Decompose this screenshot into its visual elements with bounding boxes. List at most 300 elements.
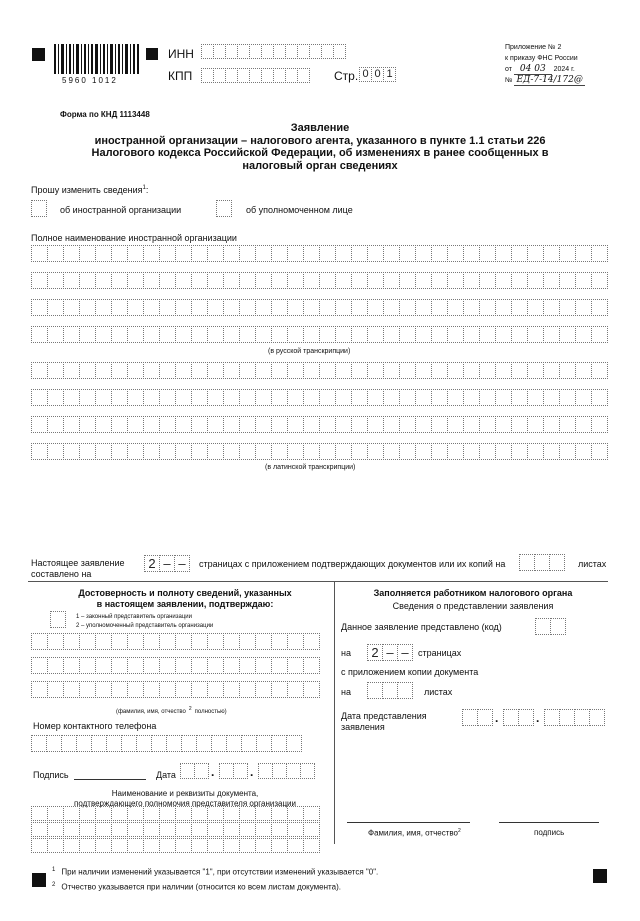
input-cell[interactable] — [143, 299, 160, 316]
input-cell[interactable] — [255, 657, 272, 674]
input-cell[interactable] — [287, 299, 304, 316]
input-cell[interactable] — [143, 245, 160, 262]
grid-row[interactable] — [31, 362, 607, 379]
input-cell[interactable] — [367, 682, 383, 699]
input-cell[interactable] — [31, 362, 48, 379]
input-cell[interactable] — [175, 443, 192, 460]
grid-row[interactable] — [31, 326, 607, 343]
input-cell[interactable] — [575, 443, 592, 460]
input-cell[interactable] — [543, 362, 560, 379]
input-cell[interactable] — [255, 806, 272, 821]
input-cell[interactable] — [543, 299, 560, 316]
input-cell[interactable] — [591, 389, 608, 406]
input-cell[interactable] — [303, 806, 320, 821]
input-cell[interactable] — [143, 822, 160, 837]
input-cell[interactable] — [239, 416, 256, 433]
input-cell[interactable] — [239, 362, 256, 379]
input-cell[interactable] — [223, 272, 240, 289]
input-cell[interactable] — [223, 633, 240, 650]
input-cell[interactable] — [271, 633, 288, 650]
input-cell[interactable] — [207, 633, 224, 650]
input-cell[interactable] — [111, 657, 128, 674]
input-cell[interactable] — [207, 272, 224, 289]
input-cell[interactable] — [159, 633, 176, 650]
input-cell[interactable] — [207, 838, 224, 853]
input-cell[interactable] — [303, 657, 320, 674]
input-cell[interactable] — [431, 326, 448, 343]
input-cell[interactable] — [239, 326, 256, 343]
input-cell[interactable] — [527, 299, 544, 316]
input-cell[interactable] — [191, 326, 208, 343]
input-cell[interactable]: – — [397, 644, 413, 661]
input-cell[interactable] — [447, 443, 464, 460]
input-cell[interactable] — [111, 681, 128, 698]
input-cell[interactable] — [191, 416, 208, 433]
input-cell[interactable] — [63, 389, 80, 406]
input-cell[interactable] — [519, 554, 535, 571]
input-cell[interactable] — [575, 416, 592, 433]
input-cell[interactable] — [463, 272, 480, 289]
input-cell[interactable] — [223, 299, 240, 316]
input-cell[interactable] — [143, 633, 160, 650]
input-cell[interactable] — [272, 763, 287, 779]
input-cell[interactable] — [319, 416, 336, 433]
input-cell[interactable] — [143, 443, 160, 460]
input-cell[interactable] — [31, 416, 48, 433]
input-cell[interactable] — [239, 245, 256, 262]
input-cell[interactable] — [79, 362, 96, 379]
input-cell[interactable] — [31, 735, 47, 752]
input-cell[interactable] — [447, 416, 464, 433]
input-cell[interactable] — [63, 326, 80, 343]
input-cell[interactable] — [479, 416, 496, 433]
input-cell[interactable] — [143, 657, 160, 674]
input-cell[interactable] — [239, 681, 256, 698]
input-cell[interactable] — [159, 389, 176, 406]
input-cell[interactable] — [286, 763, 301, 779]
input-cell[interactable] — [127, 822, 144, 837]
input-cell[interactable] — [367, 416, 384, 433]
input-cell[interactable] — [136, 735, 152, 752]
input-cell[interactable] — [63, 416, 80, 433]
input-cell[interactable] — [287, 272, 304, 289]
input-cell[interactable] — [527, 362, 544, 379]
input-cell[interactable] — [191, 272, 208, 289]
input-cell[interactable] — [559, 709, 575, 726]
input-cell[interactable] — [79, 272, 96, 289]
input-cell[interactable] — [495, 272, 512, 289]
input-cell[interactable] — [239, 633, 256, 650]
signature-line[interactable] — [74, 779, 146, 780]
input-cell[interactable] — [495, 362, 512, 379]
input-cell[interactable] — [463, 362, 480, 379]
input-cell[interactable] — [527, 389, 544, 406]
grid-row[interactable] — [31, 272, 607, 289]
input-cell[interactable] — [319, 245, 336, 262]
input-cell[interactable] — [47, 362, 64, 379]
input-cell[interactable] — [175, 326, 192, 343]
input-cell[interactable] — [223, 838, 240, 853]
input-cell[interactable] — [271, 806, 288, 821]
input-cell[interactable] — [544, 709, 560, 726]
input-cell[interactable] — [287, 245, 304, 262]
input-cell[interactable] — [207, 822, 224, 837]
input-cell[interactable] — [159, 326, 176, 343]
input-cell[interactable] — [159, 838, 176, 853]
input-cell[interactable] — [95, 245, 112, 262]
input-cell[interactable] — [95, 806, 112, 821]
input-cell[interactable] — [181, 735, 197, 752]
input-cell[interactable] — [335, 326, 352, 343]
input-cell[interactable] — [31, 681, 48, 698]
input-cell[interactable] — [287, 806, 304, 821]
input-cell[interactable] — [239, 657, 256, 674]
input-cell[interactable] — [159, 443, 176, 460]
input-cell[interactable] — [383, 245, 400, 262]
input-cell[interactable] — [319, 443, 336, 460]
grid-row[interactable] — [31, 416, 607, 433]
input-cell[interactable] — [511, 299, 528, 316]
input-cell[interactable] — [511, 272, 528, 289]
input-cell[interactable] — [383, 299, 400, 316]
kpp-cells[interactable] — [201, 68, 309, 83]
input-cell[interactable] — [591, 245, 608, 262]
input-cell[interactable] — [191, 822, 208, 837]
input-cell[interactable] — [319, 389, 336, 406]
input-cell[interactable] — [223, 245, 240, 262]
input-cell[interactable] — [335, 362, 352, 379]
input-cell[interactable] — [575, 362, 592, 379]
grid-row[interactable] — [31, 806, 319, 821]
input-cell[interactable] — [95, 389, 112, 406]
input-cell[interactable] — [463, 326, 480, 343]
input-cell[interactable] — [559, 245, 576, 262]
input-cell[interactable] — [303, 443, 320, 460]
input-cell[interactable] — [211, 735, 227, 752]
input-cell[interactable] — [111, 633, 128, 650]
input-cell[interactable] — [79, 838, 96, 853]
input-cell[interactable] — [382, 682, 398, 699]
input-cell[interactable] — [143, 416, 160, 433]
input-cell[interactable] — [286, 735, 302, 752]
input-cell[interactable] — [159, 416, 176, 433]
input-cell[interactable] — [287, 326, 304, 343]
input-cell[interactable] — [143, 806, 160, 821]
input-cell[interactable] — [255, 416, 272, 433]
input-cell[interactable] — [143, 838, 160, 853]
input-cell[interactable] — [303, 245, 320, 262]
input-cell[interactable] — [207, 657, 224, 674]
input-cell[interactable] — [121, 735, 137, 752]
input-cell[interactable] — [159, 657, 176, 674]
input-cell[interactable] — [239, 299, 256, 316]
input-cell[interactable] — [207, 326, 224, 343]
total-pages-cells[interactable] — [144, 555, 189, 572]
option-authorized-person-checkbox[interactable] — [216, 200, 231, 217]
input-cell[interactable] — [591, 272, 608, 289]
inn-cells[interactable] — [201, 44, 345, 59]
input-cell[interactable] — [559, 443, 576, 460]
input-cell[interactable] — [479, 389, 496, 406]
input-cell[interactable] — [151, 735, 167, 752]
input-cell[interactable] — [431, 416, 448, 433]
input-cell[interactable] — [447, 272, 464, 289]
input-cell[interactable] — [258, 763, 273, 779]
input-cell[interactable] — [431, 299, 448, 316]
input-cell[interactable] — [159, 806, 176, 821]
input-cell[interactable] — [271, 735, 287, 752]
input-cell[interactable] — [511, 362, 528, 379]
input-cell[interactable] — [159, 362, 176, 379]
input-cell[interactable] — [575, 272, 592, 289]
input-cell[interactable] — [239, 806, 256, 821]
input-cell[interactable] — [549, 554, 565, 571]
input-cell[interactable] — [47, 657, 64, 674]
input-cell[interactable] — [527, 443, 544, 460]
input-cell[interactable] — [534, 554, 550, 571]
input-cell[interactable] — [31, 633, 48, 650]
input-cell[interactable] — [351, 389, 368, 406]
input-cell[interactable] — [399, 299, 416, 316]
input-cell[interactable] — [223, 822, 240, 837]
representative-type-cell[interactable] — [50, 611, 65, 628]
input-cell[interactable] — [207, 416, 224, 433]
grid-row[interactable] — [31, 443, 607, 460]
input-cell[interactable] — [271, 245, 288, 262]
input-cell[interactable] — [166, 735, 182, 752]
input-cell[interactable] — [397, 682, 413, 699]
input-cell[interactable]: 0 — [359, 67, 372, 82]
input-cell[interactable] — [95, 362, 112, 379]
input-cell[interactable] — [196, 735, 212, 752]
input-cell[interactable] — [399, 416, 416, 433]
input-cell[interactable] — [255, 822, 272, 837]
input-cell[interactable] — [271, 299, 288, 316]
input-cell[interactable] — [127, 389, 144, 406]
input-cell[interactable] — [271, 326, 288, 343]
input-cell[interactable] — [447, 245, 464, 262]
input-cell[interactable] — [287, 657, 304, 674]
input-cell[interactable] — [95, 838, 112, 853]
input-cell[interactable] — [95, 326, 112, 343]
input-cell[interactable] — [303, 838, 320, 853]
input-cell[interactable] — [575, 326, 592, 343]
input-cell[interactable] — [111, 362, 128, 379]
input-cell[interactable] — [535, 618, 551, 635]
input-cell[interactable] — [191, 657, 208, 674]
input-cell[interactable] — [550, 618, 566, 635]
input-cell[interactable] — [175, 245, 192, 262]
input-cell[interactable] — [61, 735, 77, 752]
input-cell[interactable] — [255, 389, 272, 406]
input-cell[interactable] — [241, 735, 257, 752]
input-cell[interactable] — [63, 443, 80, 460]
input-cell[interactable] — [175, 633, 192, 650]
grid-row[interactable] — [31, 389, 607, 406]
date-part[interactable] — [180, 763, 208, 779]
input-cell[interactable] — [287, 822, 304, 837]
input-cell[interactable] — [255, 443, 272, 460]
input-cell[interactable] — [335, 272, 352, 289]
input-cell[interactable] — [63, 362, 80, 379]
input-cell[interactable] — [207, 245, 224, 262]
input-cell[interactable] — [399, 362, 416, 379]
input-cell[interactable] — [479, 362, 496, 379]
input-cell[interactable] — [223, 416, 240, 433]
input-cell[interactable] — [351, 299, 368, 316]
input-cell[interactable] — [367, 245, 384, 262]
input-cell[interactable] — [335, 416, 352, 433]
grid-row[interactable] — [31, 245, 607, 262]
input-cell[interactable] — [175, 362, 192, 379]
input-cell[interactable] — [194, 763, 209, 779]
input-cell[interactable] — [111, 245, 128, 262]
input-cell[interactable] — [95, 681, 112, 698]
input-cell[interactable] — [463, 443, 480, 460]
input-cell[interactable] — [303, 633, 320, 650]
input-cell[interactable] — [511, 245, 528, 262]
input-cell[interactable] — [415, 416, 432, 433]
input-cell[interactable] — [239, 389, 256, 406]
input-cell[interactable] — [462, 709, 478, 726]
input-cell[interactable] — [319, 272, 336, 289]
input-cell[interactable] — [255, 326, 272, 343]
input-cell[interactable] — [367, 326, 384, 343]
input-cell[interactable] — [47, 443, 64, 460]
input-cell[interactable] — [575, 299, 592, 316]
input-cell[interactable] — [95, 443, 112, 460]
input-cell[interactable] — [543, 245, 560, 262]
input-cell[interactable] — [256, 735, 272, 752]
input-cell[interactable] — [143, 326, 160, 343]
input-cell[interactable] — [399, 245, 416, 262]
input-cell[interactable] — [47, 272, 64, 289]
input-cell[interactable] — [589, 709, 605, 726]
input-cell[interactable] — [591, 443, 608, 460]
input-cell[interactable] — [303, 822, 320, 837]
input-cell[interactable] — [271, 443, 288, 460]
input-cell[interactable] — [479, 443, 496, 460]
input-cell[interactable] — [31, 822, 48, 837]
input-cell[interactable] — [79, 822, 96, 837]
input-cell[interactable] — [79, 657, 96, 674]
input-cell[interactable] — [543, 389, 560, 406]
input-cell[interactable] — [207, 362, 224, 379]
input-cell[interactable] — [527, 416, 544, 433]
input-cell[interactable] — [559, 272, 576, 289]
input-cell[interactable] — [559, 389, 576, 406]
input-cell[interactable]: 2 — [144, 555, 160, 572]
submission-code-cells[interactable] — [535, 618, 565, 635]
grid-row[interactable] — [31, 657, 319, 674]
input-cell[interactable] — [559, 299, 576, 316]
date-part[interactable] — [462, 709, 492, 726]
input-cell[interactable] — [127, 838, 144, 853]
input-cell[interactable] — [239, 838, 256, 853]
input-cell[interactable] — [255, 681, 272, 698]
input-cell[interactable] — [175, 416, 192, 433]
input-cell[interactable] — [319, 326, 336, 343]
input-cell[interactable] — [303, 299, 320, 316]
input-cell[interactable] — [79, 633, 96, 650]
input-cell[interactable] — [399, 326, 416, 343]
input-cell[interactable] — [191, 299, 208, 316]
input-cell[interactable] — [111, 272, 128, 289]
input-cell[interactable] — [255, 272, 272, 289]
input-cell[interactable] — [479, 326, 496, 343]
option-foreign-org-checkbox[interactable] — [31, 200, 46, 217]
date-part[interactable] — [503, 709, 533, 726]
input-cell[interactable] — [383, 272, 400, 289]
input-cell[interactable] — [367, 299, 384, 316]
input-cell[interactable] — [287, 681, 304, 698]
input-cell[interactable] — [367, 443, 384, 460]
input-cell[interactable] — [351, 326, 368, 343]
input-cell[interactable] — [399, 443, 416, 460]
input-cell[interactable] — [543, 416, 560, 433]
input-cell[interactable] — [574, 709, 590, 726]
input-cell[interactable] — [233, 763, 248, 779]
input-cell[interactable] — [191, 633, 208, 650]
input-cell[interactable] — [207, 389, 224, 406]
input-cell[interactable]: 2 — [367, 644, 383, 661]
input-cell[interactable] — [335, 245, 352, 262]
input-cell[interactable] — [111, 838, 128, 853]
input-cell[interactable] — [191, 362, 208, 379]
input-cell[interactable] — [47, 245, 64, 262]
input-cell[interactable] — [287, 362, 304, 379]
input-cell[interactable] — [271, 389, 288, 406]
input-cell[interactable] — [111, 822, 128, 837]
input-cell[interactable] — [591, 326, 608, 343]
input-cell[interactable] — [271, 681, 288, 698]
input-cell[interactable] — [63, 633, 80, 650]
input-cell[interactable] — [127, 657, 144, 674]
input-cell[interactable] — [351, 272, 368, 289]
input-cell[interactable] — [383, 416, 400, 433]
input-cell[interactable] — [383, 362, 400, 379]
input-cell[interactable] — [503, 709, 519, 726]
input-cell[interactable] — [31, 838, 48, 853]
grid-row[interactable] — [31, 838, 319, 853]
input-cell[interactable] — [31, 272, 48, 289]
input-cell[interactable] — [106, 735, 122, 752]
input-cell[interactable] — [300, 763, 315, 779]
input-cell[interactable] — [79, 389, 96, 406]
input-cell[interactable] — [255, 245, 272, 262]
input-cell[interactable] — [351, 443, 368, 460]
input-cell[interactable] — [175, 272, 192, 289]
input-cell[interactable]: – — [174, 555, 190, 572]
input-cell[interactable] — [335, 389, 352, 406]
input-cell[interactable] — [477, 709, 493, 726]
input-cell[interactable] — [447, 389, 464, 406]
input-cell[interactable] — [479, 299, 496, 316]
input-cell[interactable] — [511, 443, 528, 460]
input-cell[interactable] — [127, 633, 144, 650]
input-cell[interactable] — [511, 416, 528, 433]
input-cell[interactable] — [223, 681, 240, 698]
input-cell[interactable] — [63, 657, 80, 674]
input-cell[interactable] — [47, 838, 64, 853]
input-cell[interactable] — [271, 838, 288, 853]
input-cell[interactable] — [511, 326, 528, 343]
input-cell[interactable] — [175, 822, 192, 837]
input-cell[interactable] — [47, 633, 64, 650]
input-cell[interactable] — [255, 299, 272, 316]
input-cell[interactable] — [31, 806, 48, 821]
input-cell[interactable] — [287, 416, 304, 433]
